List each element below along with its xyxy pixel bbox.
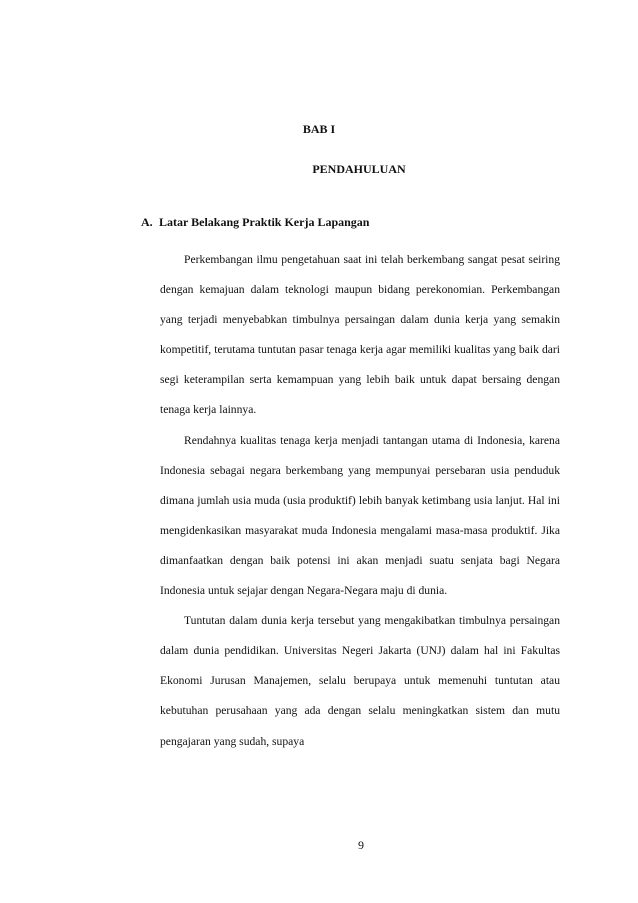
paragraph: Rendahnya kualitas tenaga kerja menjadi tantangan utama di Indonesia, karena Indonesia sebagai negara berkembang yang mempunyai persebaran usia penduduk dimana jumlah usia muda (usia produktif) lebih banyak ketimbang usia lanjut. Hal ini mengidenkasikan masyarakat muda Indonesia mengalami masa-masa produktif. Jika dimanfaatkan dengan baik potensi ini akan menjadi suatu senjata bagi Negara Indonesia untuk sejajar dengan Negara-Negara maju di dunia. xyxy=(160,433,560,598)
page-number: 9 xyxy=(358,838,364,852)
chapter-label: BAB I xyxy=(302,122,336,136)
section-heading xyxy=(141,215,369,230)
section-title: Latar Belakang Praktik Kerja Lapangan xyxy=(159,215,370,229)
section-number: A. xyxy=(141,215,153,229)
body-text xyxy=(160,245,560,757)
paragraph: Tuntutan dalam dunia kerja tersebut yang mengakibatkan timbulnya persaingan dalam dunia pendidikan. Universitas Negeri Jakarta (UNJ) dalam hal ini Fakultas Ekonomi Jurusan Manajemen, selalu berupaya untuk memenuhi tuntutan atau kebutuhan perusahaan yang ada dengan selalu meningkatkan sistem dan mutu pengajaran yang sudah, supaya xyxy=(160,614,560,748)
paragraph: Perkembangan ilmu pengetahuan saat ini telah berkembang sangat pesat seiring dengan kemajuan dalam teknologi maupun bidang perekonomian. Perkembangan yang terjadi menyebabkan timbulnya persaingan dalam dunia kerja yang semakin kompetitif, terutama tuntutan pasar tenaga kerja agar memiliki kualitas yang baik dari segi keterampilan serta kemampuan yang lebih baik untuk dapat bersaing dengan tenaga kerja lainnya. xyxy=(160,253,560,417)
chapter-title: PENDAHULUAN xyxy=(312,162,406,176)
